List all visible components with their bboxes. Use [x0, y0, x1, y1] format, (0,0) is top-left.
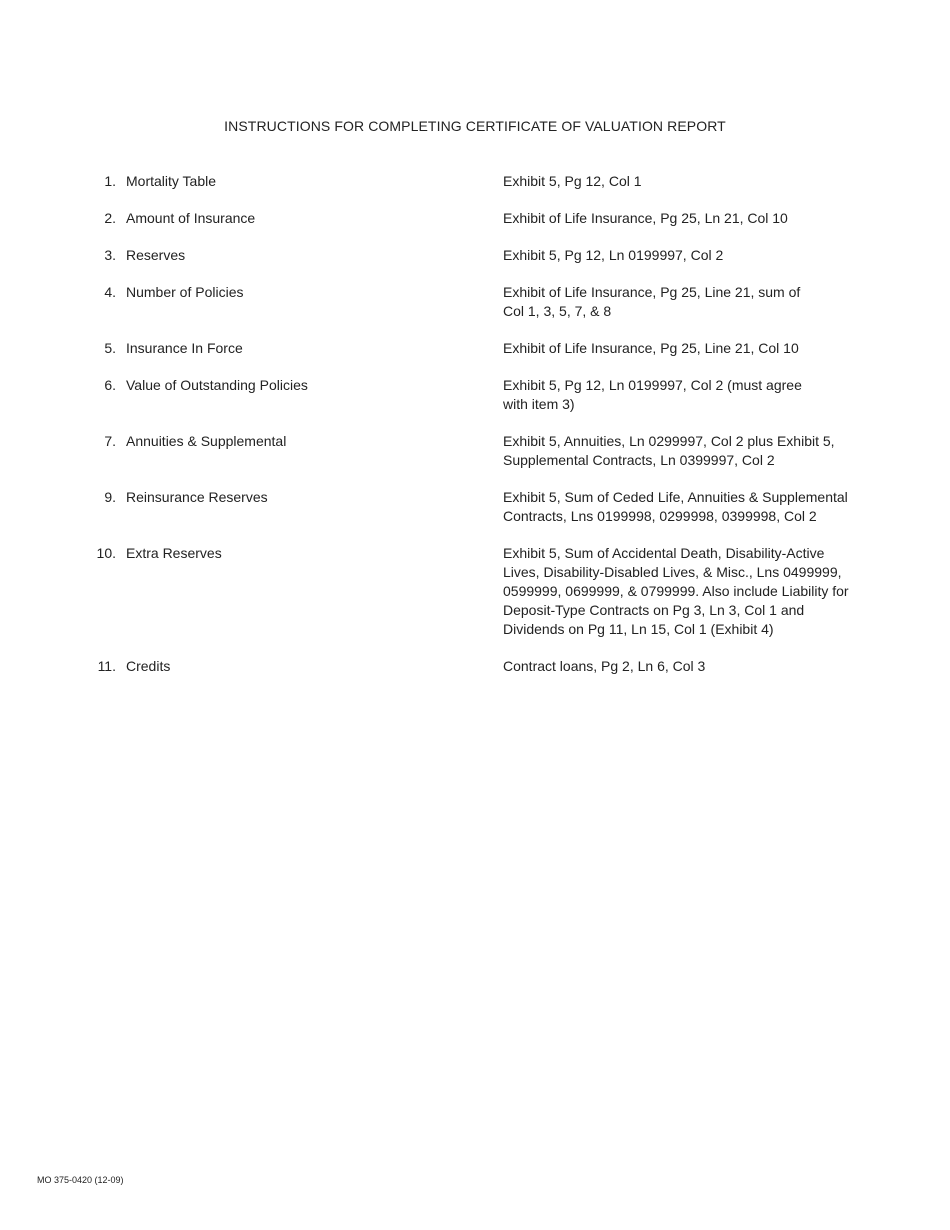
item-label: Mortality Table [126, 173, 217, 189]
item-description-line: Exhibit 5, Annuities, Ln 0299997, Col 2 plus Exhibit 5, [503, 433, 835, 449]
instruction-item [0, 544, 950, 639]
instruction-item [0, 488, 950, 526]
item-description-line: Exhibit 5, Sum of Accidental Death, Disability-Active [503, 545, 825, 561]
item-description [503, 246, 863, 265]
item-description [503, 657, 863, 676]
item-label: Insurance In Force [126, 340, 243, 356]
instruction-item [0, 657, 950, 676]
item-label: Number of Policies [126, 284, 244, 300]
item-description [503, 283, 863, 321]
item-description [503, 172, 863, 191]
item-description-line: Exhibit of Life Insurance, Pg 25, Ln 21, Col 10 [503, 210, 788, 226]
item-description-line: Supplemental Contracts, Ln 0399997, Col 2 [503, 452, 775, 468]
item-description-line: Contracts, Lns 0199998, 0299998, 0399998, Col 2 [503, 508, 817, 524]
item-number: 11. [97, 658, 116, 674]
instruction-list [0, 172, 950, 694]
instruction-item [0, 432, 950, 470]
item-description [503, 339, 863, 358]
form-number: MO 375-0420 (12-09) [37, 1175, 124, 1185]
item-description [503, 376, 863, 414]
item-number: 6. [104, 377, 116, 393]
item-description-line: Exhibit of Life Insurance, Pg 25, Line 21, sum of [503, 284, 801, 300]
item-label: Amount of Insurance [126, 210, 256, 226]
item-label: Value of Outstanding Policies [126, 377, 308, 393]
item-description-line: Exhibit 5, Pg 12, Ln 0199997, Col 2 (must agree [503, 377, 802, 393]
instruction-item [0, 376, 950, 414]
item-description-line: Dividends on Pg 11, Ln 15, Col 1 (Exhibit 4) [503, 621, 774, 637]
item-description-line: Col 1, 3, 5, 7, & 8 [503, 303, 612, 319]
item-description-line: Lives, Disability-Disabled Lives, & Misc., Lns 0499999, [503, 564, 842, 580]
item-number: 2. [104, 210, 116, 226]
item-description-line: 0599999, 0699999, & 0799999. Also include Liability for [503, 583, 849, 599]
item-number: 3. [104, 247, 116, 263]
instruction-item [0, 283, 950, 321]
item-label: Credits [126, 658, 171, 674]
item-number: 1. [104, 173, 116, 189]
instruction-item [0, 339, 950, 358]
item-description-line: with item 3) [503, 396, 575, 412]
item-number: 9. [104, 489, 116, 505]
item-number: 4. [104, 284, 116, 300]
instruction-item [0, 209, 950, 228]
item-description-line: Exhibit 5, Pg 12, Ln 0199997, Col 2 [503, 247, 724, 263]
item-description-line: Contract loans, Pg 2, Ln 6, Col 3 [503, 658, 706, 674]
item-label: Reserves [126, 247, 186, 263]
item-number: 5. [104, 340, 116, 356]
item-label: Extra Reserves [126, 545, 222, 561]
item-description-line: Exhibit of Life Insurance, Pg 25, Line 21, Col 10 [503, 340, 799, 356]
item-description-line: Exhibit 5, Pg 12, Col 1 [503, 173, 642, 189]
instruction-item [0, 246, 950, 265]
page-title: INSTRUCTIONS FOR COMPLETING CERTIFICATE OF VALUATION REPORT [224, 118, 726, 134]
item-description-line: Deposit-Type Contracts on Pg 3, Ln 3, Col 1 and [503, 602, 805, 618]
item-label: Annuities & Supplemental [126, 433, 287, 449]
instruction-item [0, 172, 950, 191]
item-number: 10. [96, 545, 116, 561]
item-description [503, 432, 863, 470]
item-description [503, 544, 863, 639]
item-description [503, 488, 863, 526]
item-description-line: Exhibit 5, Sum of Ceded Life, Annuities & Supplemental [503, 489, 848, 505]
item-description [503, 209, 863, 228]
item-number: 7. [104, 433, 116, 449]
item-label: Reinsurance Reserves [126, 489, 268, 505]
